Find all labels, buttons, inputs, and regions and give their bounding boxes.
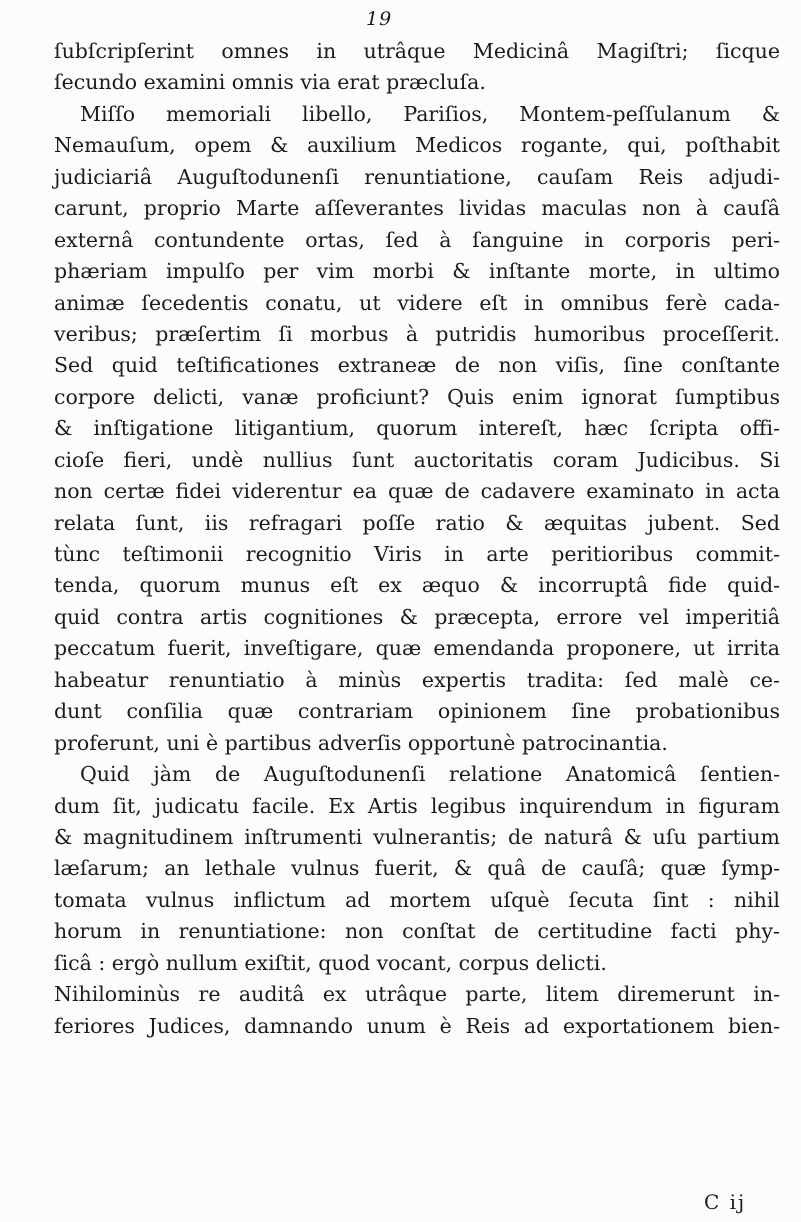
text-line: & magnitudinem inſtrumenti vulnerantis; de naturâ & uſu partium [54,824,780,849]
text-line: feriores Judices, damnando unum è Reis ad exportationem bien- [54,1013,780,1038]
text-line: quid contra artis cognitiones & præcepta, errore vel imperitiâ [54,604,780,629]
text-line: dum ſit, judicatu facile. Ex Artis legibus inquirendum in figuram [54,793,780,818]
text-line: Miſſo memoriali libello, Pariſios, Montem-peſſulanum & [80,101,780,126]
text-line: carunt, proprio Marte aſſeverantes lividas maculas non à cauſâ [54,196,780,221]
text-line: phæriam impulſo per vim morbi & inſtante morte, in ultimo [54,259,780,284]
signature-mark: C ij [704,1190,747,1214]
text-line: & inſtigatione litigantium, quorum intereſt, hæc ſcripta offi- [54,416,780,441]
text-line: tùnc teſtimonii recognitio Viris in arte peritioribus commit- [54,542,780,566]
text-line: ſubſcripſerint omnes in utrâque Medicinâ Magiſtri; ſicque [54,39,780,63]
text-line: proferunt, uni è partibus adverſis opportunè patrocinantia. [54,730,668,755]
text-line: ſicâ : ergò nullum exiſtit, quod vocant, corpus delicti. [54,950,607,975]
text-line: peccatum fuerit, inveſtigare, quæ emendanda proponere, ut irrita [54,636,780,661]
text-line: Quid jàm de Auguſtodunenſi relatione Anatomicâ ſentien- [80,762,780,787]
text-line: horum in renuntiatione: non conſtat de certitudine facti phy- [54,919,780,944]
text-line: judiciariâ Auguſtodunenſi renuntiatione, cauſam Reis adjudi- [54,164,780,189]
text-line: habeatur renuntiatio à minùs expertis tradita: ſed malè ce- [54,667,780,692]
text-line: cioſe fieri, undè nullius ſunt auctoritatis coram Judicibus. Si [54,447,780,472]
text-line: dunt conſilia quæ contrariam opinionem ſine probationibus [54,699,780,724]
text-line: Nemauſum, opem & auxilium Medicos rogante, qui, poſthabit [54,133,780,158]
text-line: relata ſunt, iis refragari poſſe ratio & æquitas jubent. Sed [54,510,780,535]
text-line: non certæ fidei viderentur ea quæ de cadavere examinato in acta [54,479,780,504]
page-number: 19 [366,8,393,30]
text-line: Sed quid teſtificationes extraneæ de non viſis, ſine conſtante [54,353,780,378]
text-line: læſarum; an lethale vulnus fuerit, & quâ de cauſâ; quæ ſymp- [54,856,780,881]
text-line: corpore delicti, vanæ proficiunt? Quis enim ignorat ſumptibus [54,384,780,409]
body-text [54,36,780,1042]
text-line: animæ ſecedentis conatu, ut videre eſt in omnibus ferè cada- [54,290,780,315]
text-line: tomata vulnus inflictum ad mortem uſquè ſecuta ſint : nihil [54,887,780,912]
text-line: tenda, quorum munus eſt ex æquo & incorruptâ fide quid- [54,573,780,598]
text-line: Nihilominùs re auditâ ex utrâque parte, litem diremerunt in- [54,982,780,1007]
text-line: veribus; præſertim ſi morbus à putridis humoribus proceſſerit. [54,321,780,346]
text-line: ſecundo examini omnis via erat præcluſa. [54,70,486,95]
text-line: externâ contundente ortas, ſed à ſanguine in corporis peri- [54,227,780,252]
